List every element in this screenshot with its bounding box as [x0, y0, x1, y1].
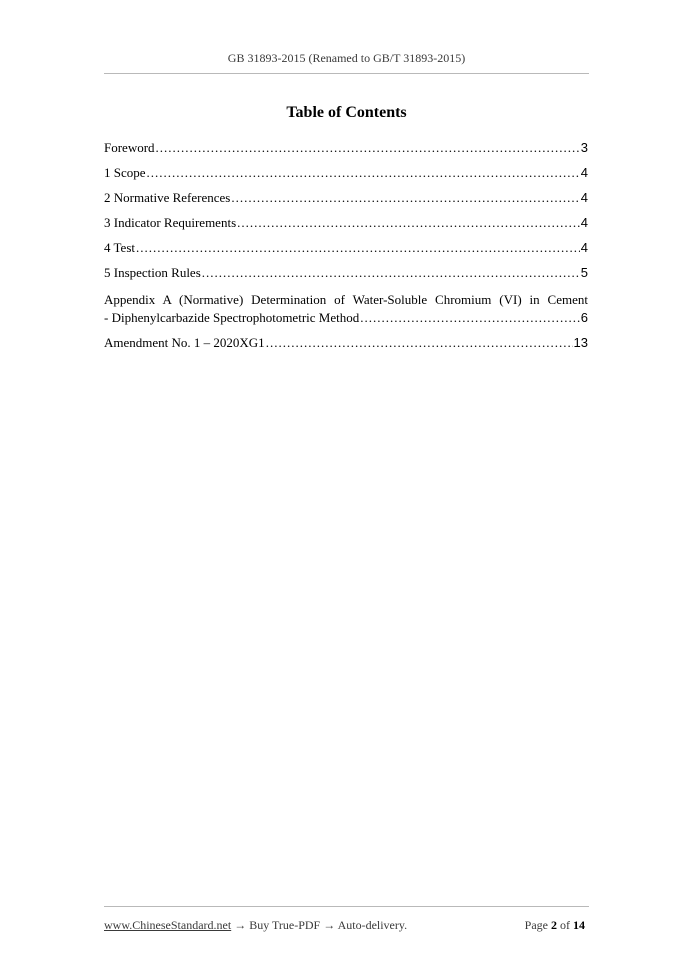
toc-leader-dots [237, 215, 580, 231]
toc-leader-dots [231, 190, 579, 206]
toc-entry-label: 2 Normative References [104, 190, 231, 205]
toc-leader-dots [266, 335, 573, 351]
header-text: GB 31893-2015 (Renamed to GB/T 31893-2015) [227, 51, 466, 65]
toc-list [104, 140, 588, 360]
toc-entry-label: 5 Inspection Rules [104, 265, 201, 280]
page-current: 2 [551, 918, 557, 932]
toc-entry-label: 1 Scope [104, 165, 146, 180]
page-total: 14 [573, 918, 585, 932]
toc-entry-label: 4 Test [104, 240, 135, 255]
toc-entry-indicator-requirements[interactable] [104, 215, 588, 231]
page-footer [104, 906, 589, 937]
toc-entry-page: 4 [580, 165, 588, 180]
toc-entry-normative-references[interactable] [104, 190, 588, 206]
toc-entry-page: 5 [580, 265, 588, 280]
footer-tagline: → Buy True-PDF → Auto-delivery. [231, 918, 408, 932]
toc-entry-scope[interactable] [104, 165, 588, 181]
toc-entry-page: 6 [580, 310, 588, 325]
website-link[interactable]: www.ChineseStandard.net [104, 918, 232, 932]
toc-leader-dots [156, 140, 580, 156]
toc-leader-dots [202, 265, 580, 281]
toc-entry-label-line2: - Diphenylcarbazide Spectrophotometric Method [104, 310, 360, 325]
page-header [104, 51, 589, 74]
toc-entry-label: Foreword [104, 140, 155, 155]
toc-entry-label: 3 Indicator Requirements [104, 215, 237, 230]
of-word: of [560, 918, 570, 932]
footer-left [104, 918, 407, 933]
page-indicator [525, 918, 585, 933]
toc-entry-label-line1: Appendix A (Normative) Determination of Water-Soluble Chromium (VI) in Cement [104, 292, 588, 307]
toc-entry-amendment-1[interactable] [104, 335, 588, 351]
toc-leader-dots [360, 310, 580, 326]
toc-entry-inspection-rules[interactable] [104, 265, 588, 281]
toc-leader-dots [136, 240, 580, 256]
toc-entry-page: 4 [580, 190, 588, 205]
toc-entry-foreword[interactable] [104, 140, 588, 156]
page-word: Page [524, 918, 548, 932]
toc-entry-label: Amendment No. 1 – 2020XG1 [104, 335, 265, 350]
toc-title: Table of Contents [286, 104, 407, 121]
toc-entry-page: 13 [573, 335, 588, 350]
toc-entry-page: 4 [580, 215, 588, 230]
toc-entry-appendix-a[interactable] [104, 290, 588, 326]
toc-entry-page: 4 [580, 240, 588, 255]
toc-entry-page: 3 [580, 140, 588, 155]
toc-leader-dots [147, 165, 580, 181]
toc-entry-test[interactable] [104, 240, 588, 256]
